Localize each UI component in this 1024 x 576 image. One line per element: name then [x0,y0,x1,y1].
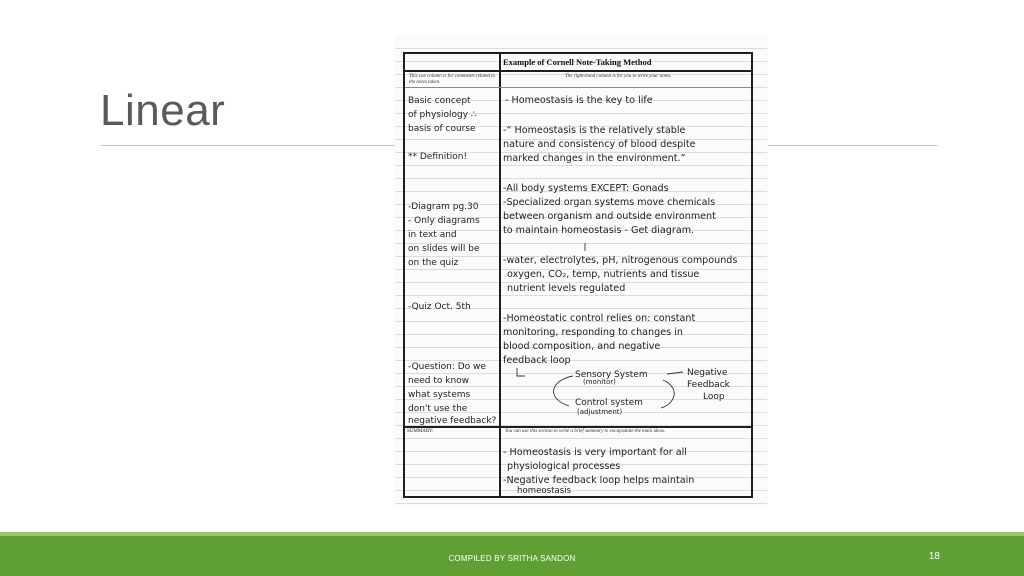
cue-line: -Question: Do we [408,362,486,372]
cue-line: don't use the [408,404,468,414]
title-divider-left [100,145,395,146]
diagram-loop-label: Loop [703,392,725,402]
summary-line: physiological processes [507,461,621,472]
note-line: oxygen, CO₂, temp, nutrients and tissue [507,269,700,280]
cornell-notes-image [395,36,767,506]
cue-line: - Only diagrams [408,216,480,226]
diagram-control-label: Control system [575,398,643,408]
footer-bar [0,536,1024,576]
cue-line: need to know [408,376,470,386]
notes-heading: Example of Cornell Note-Taking Method [503,57,652,67]
cue-line: on slides will be [408,244,480,254]
cue-line: basis of course [408,124,476,134]
note-line: to maintain homeostasis - Get diagram. [503,225,695,236]
summary-caption: You can use this section to write a brief summary to encapsulate the main ideas. [505,429,666,434]
cue-line: what systems [408,390,471,400]
cue-line: -Diagram pg.30 [408,202,479,212]
note-line: feedback loop [503,355,571,366]
diagram-sensory-label: Sensory System [575,370,648,380]
diagram-feedback-label: Feedback [687,380,730,390]
diagram-negative-label: Negative [687,368,728,378]
note-line: monitoring, responding to changes in [503,327,683,338]
footer-credit: COMPILED BY SRITHA SANDON [448,554,576,563]
note-line: -“ Homeostasis is the relatively stable [503,125,686,136]
note-line: -Homeostatic control relies on: constant [503,313,696,324]
summary-line: homeostasis [517,486,572,496]
cue-line: of physiology ∴ [408,110,477,120]
cornell-notes-sheet [403,52,753,498]
diagram-sensory-sub: (monitor) [583,378,616,386]
cue-line: -Quiz Oct. 5th [408,302,471,312]
cue-line: on the quiz [408,258,459,268]
diagram-control-sub: (adjustment) [577,408,623,416]
note-line: between organism and outside environment [503,211,716,222]
page-number: 18 [928,551,940,562]
right-column-caption: The right-hand column is for you to write your notes. [565,74,672,79]
note-line: -water, electrolytes, pH, nitrogenous compounds [503,255,738,266]
left-column-caption: This cue column is for comments related to the notes taken. [409,74,496,85]
slide-title: Linear [100,86,226,135]
summary-line: - Homeostasis is very important for all [503,447,687,458]
note-line: nutrient levels regulated [507,283,626,294]
note-line: blood composition, and negative [503,341,661,352]
summary-line: -Negative feedback loop helps maintain [503,475,695,486]
note-line: -Specialized organ systems move chemicals [503,197,716,208]
title-divider-right [768,145,938,146]
summary-label: SUMMARY: [407,429,434,434]
note-line: nature and consistency of blood despite [503,139,696,150]
note-line: marked changes in the environment.” [503,153,686,164]
note-line: -All body systems EXCEPT: Gonads [503,183,669,194]
note-line: - Homeostasis is the key to life [505,95,653,106]
cue-line: in text and [408,230,457,240]
cue-line: negative feedback? [408,416,497,426]
cue-line: ** Definition! [408,152,468,162]
summary-rule [405,426,751,428]
cue-line: Basic concept [408,96,471,106]
